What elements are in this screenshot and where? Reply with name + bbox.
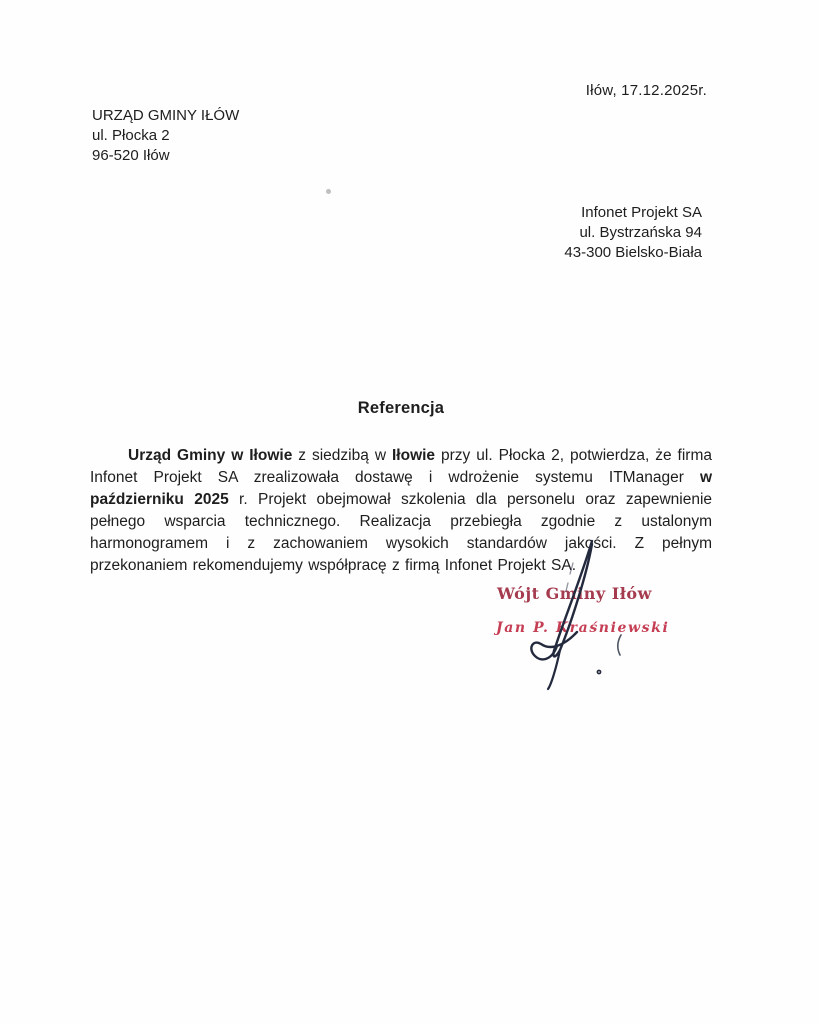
body-segment-bold: Urząd Gminy w Iłowie bbox=[128, 446, 293, 464]
body-segment: r. Projekt obejmował szkolenia dla personelu oraz zapewnienie pełnego wsparcia technicznego. Realizacja przebiegła zgodnie z ustalonym harmonogramem i z zachowaniem wysokich standardów jakości. Z pełnym przekonaniem rekomendujemy współpracę z firmą Infonet Projekt SA. bbox=[90, 490, 713, 574]
sender-city: 96-520 Iłów bbox=[92, 147, 170, 164]
recipient-name: Infonet Projekt SA bbox=[581, 204, 702, 221]
body-segment-bold: Iłowie bbox=[391, 446, 436, 464]
letter-body-paragraph bbox=[90, 445, 712, 577]
stamp-signer-name: Jan P. Kraśniewski bbox=[496, 620, 670, 636]
body-segment-bold: w październiku 2025 bbox=[90, 468, 712, 508]
body-segment: przy ul. Płocka 2, potwierdza, że firma Infonet Projekt SA zrealizowała dostawę i wdrożenie systemu ITManager bbox=[90, 446, 712, 486]
scan-speck-artifact bbox=[326, 189, 331, 194]
recipient-address-block bbox=[564, 203, 702, 263]
date-line: Iłów, 17.12.2025r. bbox=[585, 82, 707, 99]
letter-heading: Referencja bbox=[357, 399, 445, 417]
sender-name: URZĄD GMINY IŁÓW bbox=[92, 107, 240, 124]
sender-address-block bbox=[92, 106, 239, 166]
recipient-city: 43-300 Bielsko-Biała bbox=[564, 244, 702, 261]
body-segment: z siedzibą w bbox=[292, 446, 392, 464]
stamp-title: Wójt Gminy Iłów bbox=[497, 584, 652, 603]
recipient-street: ul. Bystrzańska 94 bbox=[579, 224, 702, 241]
sender-street: ul. Płocka 2 bbox=[92, 127, 170, 144]
